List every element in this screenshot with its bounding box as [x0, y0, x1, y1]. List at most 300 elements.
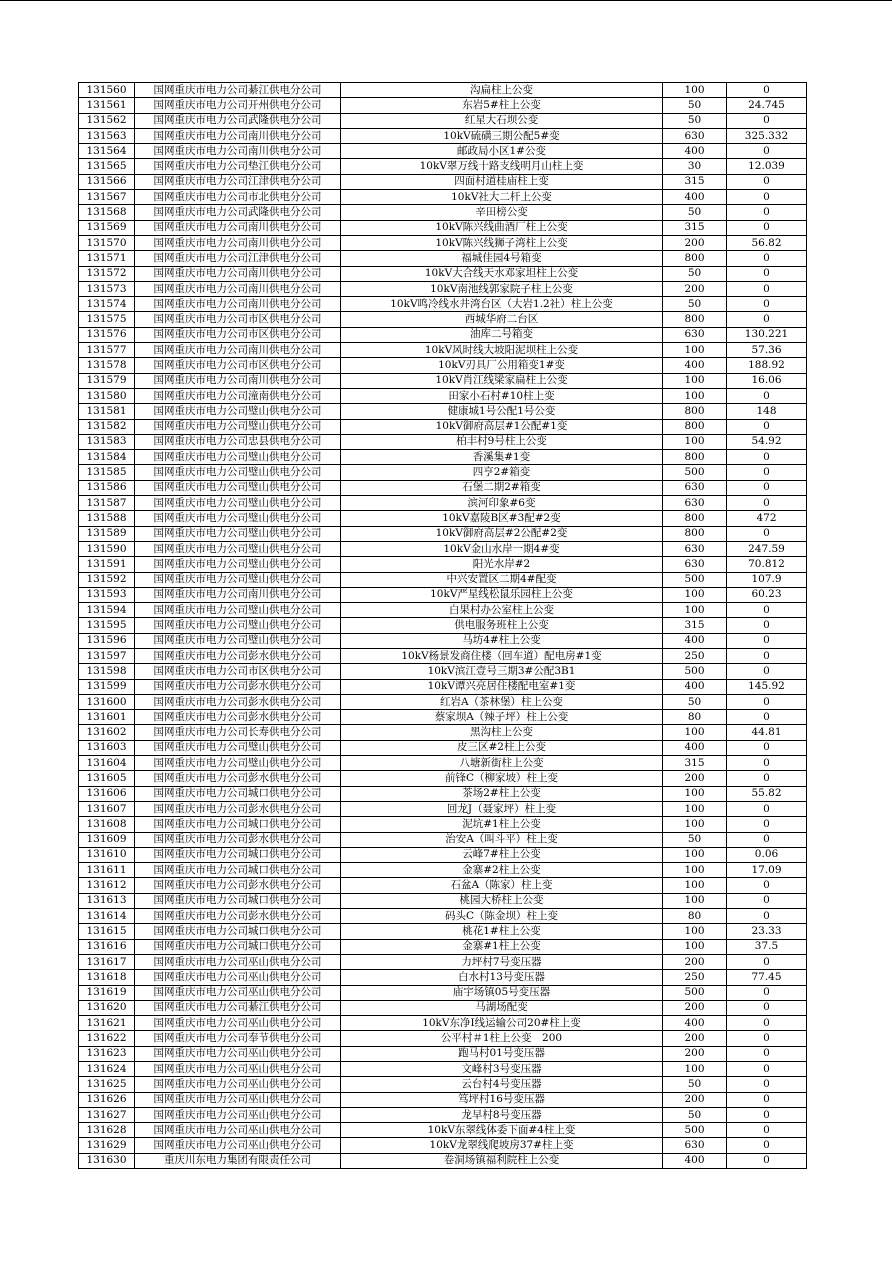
row-id-cell: 131596 [79, 633, 135, 648]
value-cell: 188.92 [727, 358, 807, 373]
table-row [79, 756, 807, 771]
capacity-cell: 500 [663, 465, 727, 480]
capacity-cell: 315 [663, 174, 727, 189]
table-row [79, 618, 807, 633]
value-cell: 0 [727, 281, 807, 296]
row-id-cell: 131600 [79, 694, 135, 709]
transformer-name-cell: 红星大石坝公变 [341, 113, 663, 128]
capacity-cell: 100 [663, 924, 727, 939]
transformer-name-cell: 泥坑#1柱上公变 [341, 817, 663, 832]
value-cell: 24.745 [727, 98, 807, 113]
row-id-cell: 131568 [79, 205, 135, 220]
company-cell: 国网重庆市电力公司彭水供电分公司 [135, 710, 341, 725]
value-cell: 0 [727, 740, 807, 755]
value-cell: 148 [727, 404, 807, 419]
company-cell: 国网重庆市电力公司武隆供电分公司 [135, 113, 341, 128]
capacity-cell: 315 [663, 756, 727, 771]
company-cell: 国网重庆市电力公司彭水供电分公司 [135, 909, 341, 924]
table-row [79, 954, 807, 969]
capacity-cell: 800 [663, 312, 727, 327]
table-row [79, 541, 807, 556]
value-cell: 70.812 [727, 557, 807, 572]
capacity-cell: 50 [663, 694, 727, 709]
capacity-cell: 400 [663, 633, 727, 648]
row-id-cell: 131626 [79, 1092, 135, 1107]
value-cell: 0 [727, 496, 807, 511]
row-id-cell: 131570 [79, 235, 135, 250]
capacity-cell: 30 [663, 159, 727, 174]
company-cell: 国网重庆市电力公司璧山供电分公司 [135, 404, 341, 419]
transformer-name-cell: 黑沟柱上公变 [341, 725, 663, 740]
table-row [79, 159, 807, 174]
capacity-cell: 100 [663, 893, 727, 908]
value-cell: 0 [727, 1123, 807, 1138]
table-row [79, 587, 807, 602]
transformer-name-cell: 10kV陈兴线狮子湾柱上公变 [341, 235, 663, 250]
transformer-name-cell: 香溪集#1变 [341, 450, 663, 465]
row-id-cell: 131581 [79, 404, 135, 419]
table-row [79, 144, 807, 159]
row-id-cell: 131618 [79, 970, 135, 985]
row-id-cell: 131607 [79, 801, 135, 816]
row-id-cell: 131585 [79, 465, 135, 480]
table-row [79, 1077, 807, 1092]
transformer-table [78, 82, 807, 1169]
company-cell: 国网重庆市电力公司市北供电分公司 [135, 190, 341, 205]
value-cell: 44.81 [727, 725, 807, 740]
company-cell: 国网重庆市电力公司璧山供电分公司 [135, 465, 341, 480]
row-id-cell: 131590 [79, 541, 135, 556]
company-cell: 国网重庆市电力公司璧山供电分公司 [135, 511, 341, 526]
company-cell: 国网重庆市电力公司市区供电分公司 [135, 312, 341, 327]
row-id-cell: 131575 [79, 312, 135, 327]
row-id-cell: 131614 [79, 909, 135, 924]
value-cell: 0 [727, 633, 807, 648]
value-cell: 0 [727, 694, 807, 709]
value-cell: 0 [727, 1077, 807, 1092]
row-id-cell: 131567 [79, 190, 135, 205]
value-cell: 23.33 [727, 924, 807, 939]
table-body [79, 83, 807, 1169]
capacity-cell: 100 [663, 817, 727, 832]
value-cell: 0 [727, 205, 807, 220]
table-row [79, 863, 807, 878]
transformer-name-cell: 云峰7#柱上公变 [341, 847, 663, 862]
row-id-cell: 131613 [79, 893, 135, 908]
transformer-name-cell: 供电服务班柱上公变 [341, 618, 663, 633]
company-cell: 国网重庆市电力公司璧山供电分公司 [135, 419, 341, 434]
value-cell: 60.23 [727, 587, 807, 602]
company-cell: 国网重庆市电力公司城口供电分公司 [135, 893, 341, 908]
row-id-cell: 131601 [79, 710, 135, 725]
company-cell: 国网重庆市电力公司开州供电分公司 [135, 98, 341, 113]
company-cell: 国网重庆市电力公司城口供电分公司 [135, 786, 341, 801]
value-cell: 0 [727, 710, 807, 725]
table-row [79, 343, 807, 358]
capacity-cell: 630 [663, 1138, 727, 1153]
capacity-cell: 100 [663, 587, 727, 602]
company-cell: 国网重庆市电力公司江津供电分公司 [135, 251, 341, 266]
company-cell: 国网重庆市电力公司城口供电分公司 [135, 924, 341, 939]
company-cell: 国网重庆市电力公司巫山供电分公司 [135, 954, 341, 969]
company-cell: 国网重庆市电力公司彭水供电分公司 [135, 878, 341, 893]
transformer-name-cell: 10kV硫磺三期公配5#变 [341, 128, 663, 143]
transformer-name-cell: 10kV金山水岸一期4#变 [341, 541, 663, 556]
company-cell: 国网重庆市电力公司市区供电分公司 [135, 327, 341, 342]
row-id-cell: 131611 [79, 863, 135, 878]
company-cell: 国网重庆市电力公司巫山供电分公司 [135, 1077, 341, 1092]
transformer-name-cell: 10kV鸣冷线水井湾台区（大岩1.2社）柱上公变 [341, 297, 663, 312]
row-id-cell: 131627 [79, 1107, 135, 1122]
transformer-name-cell: 公平村＃1柱上公变 200 [341, 1031, 663, 1046]
transformer-name-cell: 马湖场配变 [341, 1000, 663, 1015]
transformer-name-cell: 10kV滨江壹号三期3#公配3B1 [341, 664, 663, 679]
table-row [79, 220, 807, 235]
value-cell: 0 [727, 771, 807, 786]
transformer-name-cell: 滨河印象#6变 [341, 496, 663, 511]
transformer-name-cell: 金寨#1柱上公变 [341, 939, 663, 954]
transformer-name-cell: 卷洞场镇福利院柱上公变 [341, 1153, 663, 1168]
capacity-cell: 80 [663, 909, 727, 924]
table-row [79, 924, 807, 939]
company-cell: 国网重庆市电力公司巫山供电分公司 [135, 1062, 341, 1077]
row-id-cell: 131577 [79, 343, 135, 358]
company-cell: 国网重庆市电力公司彭水供电分公司 [135, 801, 341, 816]
transformer-name-cell: 金寨#2柱上公变 [341, 863, 663, 878]
value-cell: 0 [727, 648, 807, 663]
table-row [79, 174, 807, 189]
company-cell: 国网重庆市电力公司巫山供电分公司 [135, 985, 341, 1000]
transformer-name-cell: 桃园大桥柱上公变 [341, 893, 663, 908]
capacity-cell: 100 [663, 786, 727, 801]
capacity-cell: 100 [663, 603, 727, 618]
company-cell: 国网重庆市电力公司垫江供电分公司 [135, 159, 341, 174]
value-cell: 0 [727, 113, 807, 128]
company-cell: 国网重庆市电力公司南川供电分公司 [135, 220, 341, 235]
row-id-cell: 131593 [79, 587, 135, 602]
row-id-cell: 131569 [79, 220, 135, 235]
row-id-cell: 131621 [79, 1016, 135, 1031]
capacity-cell: 630 [663, 557, 727, 572]
company-cell: 国网重庆市电力公司南川供电分公司 [135, 266, 341, 281]
value-cell: 0 [727, 817, 807, 832]
transformer-name-cell: 东岩5#柱上公变 [341, 98, 663, 113]
company-cell: 国网重庆市电力公司城口供电分公司 [135, 817, 341, 832]
transformer-name-cell: 柏丰村9号柱上公变 [341, 434, 663, 449]
row-id-cell: 131609 [79, 832, 135, 847]
row-id-cell: 131630 [79, 1153, 135, 1168]
row-id-cell: 131560 [79, 83, 135, 98]
capacity-cell: 500 [663, 1123, 727, 1138]
row-id-cell: 131579 [79, 373, 135, 388]
company-cell: 国网重庆市电力公司南川供电分公司 [135, 297, 341, 312]
capacity-cell: 200 [663, 1000, 727, 1015]
value-cell: 0 [727, 801, 807, 816]
capacity-cell: 400 [663, 358, 727, 373]
company-cell: 国网重庆市电力公司璧山供电分公司 [135, 541, 341, 556]
capacity-cell: 50 [663, 113, 727, 128]
transformer-name-cell: 力坪村7号变压器 [341, 954, 663, 969]
table-row [79, 450, 807, 465]
table-row [79, 878, 807, 893]
transformer-name-cell: 健康城1号公配1号公变 [341, 404, 663, 419]
company-cell: 国网重庆市电力公司璧山供电分公司 [135, 572, 341, 587]
capacity-cell: 200 [663, 1046, 727, 1061]
table-row [79, 801, 807, 816]
table-row [79, 496, 807, 511]
table-row [79, 1046, 807, 1061]
row-id-cell: 131591 [79, 557, 135, 572]
company-cell: 国网重庆市电力公司璧山供电分公司 [135, 740, 341, 755]
value-cell: 0 [727, 1046, 807, 1061]
capacity-cell: 50 [663, 205, 727, 220]
transformer-name-cell: 石盆A（陈家）柱上变 [341, 878, 663, 893]
table-row [79, 817, 807, 832]
capacity-cell: 400 [663, 144, 727, 159]
table-row [79, 434, 807, 449]
value-cell: 16.06 [727, 373, 807, 388]
table-row [79, 388, 807, 403]
company-cell: 国网重庆市电力公司彭水供电分公司 [135, 832, 341, 847]
company-cell: 国网重庆市电力公司巫山供电分公司 [135, 970, 341, 985]
value-cell: 0 [727, 388, 807, 403]
value-cell: 0 [727, 450, 807, 465]
value-cell: 0 [727, 174, 807, 189]
value-cell: 0 [727, 465, 807, 480]
company-cell: 国网重庆市电力公司璧山供电分公司 [135, 633, 341, 648]
row-id-cell: 131629 [79, 1138, 135, 1153]
value-cell: 0 [727, 1138, 807, 1153]
value-cell: 0 [727, 419, 807, 434]
value-cell: 77.45 [727, 970, 807, 985]
transformer-name-cell: 10kV杨景发商住楼（回车道）配电房#1变 [341, 648, 663, 663]
table-row [79, 281, 807, 296]
row-id-cell: 131563 [79, 128, 135, 143]
table-row [79, 419, 807, 434]
table-row [79, 1062, 807, 1077]
table-row [79, 648, 807, 663]
value-cell: 0 [727, 603, 807, 618]
table-row [79, 572, 807, 587]
capacity-cell: 200 [663, 1031, 727, 1046]
value-cell: 0 [727, 1107, 807, 1122]
transformer-name-cell: 田家小石村#10柱上变 [341, 388, 663, 403]
capacity-cell: 500 [663, 572, 727, 587]
value-cell: 0 [727, 664, 807, 679]
capacity-cell: 50 [663, 297, 727, 312]
capacity-cell: 100 [663, 388, 727, 403]
row-id-cell: 131616 [79, 939, 135, 954]
row-id-cell: 131564 [79, 144, 135, 159]
company-cell: 国网重庆市电力公司彭水供电分公司 [135, 694, 341, 709]
capacity-cell: 100 [663, 863, 727, 878]
company-cell: 国网重庆市电力公司巫山供电分公司 [135, 1107, 341, 1122]
transformer-name-cell: 10kV御府高层#2公配#2变 [341, 526, 663, 541]
company-cell: 国网重庆市电力公司南川供电分公司 [135, 281, 341, 296]
capacity-cell: 100 [663, 725, 727, 740]
transformer-name-cell: 马坊4#柱上公变 [341, 633, 663, 648]
value-cell: 0 [727, 1000, 807, 1015]
value-cell: 57.36 [727, 343, 807, 358]
transformer-name-cell: 蔡家坝A（辣子坪）柱上公变 [341, 710, 663, 725]
row-id-cell: 131620 [79, 1000, 135, 1015]
value-cell: 0 [727, 832, 807, 847]
transformer-name-cell: 文峰村3号变压器 [341, 1062, 663, 1077]
table-row [79, 251, 807, 266]
capacity-cell: 50 [663, 266, 727, 281]
transformer-name-cell: 白果村办公室柱上公变 [341, 603, 663, 618]
company-cell: 国网重庆市电力公司长寿供电分公司 [135, 725, 341, 740]
table-row [79, 970, 807, 985]
value-cell: 0 [727, 1016, 807, 1031]
row-id-cell: 131597 [79, 648, 135, 663]
capacity-cell: 800 [663, 526, 727, 541]
capacity-cell: 400 [663, 679, 727, 694]
row-id-cell: 131598 [79, 664, 135, 679]
capacity-cell: 315 [663, 220, 727, 235]
transformer-name-cell: 桃花1#柱上公变 [341, 924, 663, 939]
transformer-name-cell: 10kV刃具厂公用箱变1#变 [341, 358, 663, 373]
transformer-name-cell: 笃坪村16号变压器 [341, 1092, 663, 1107]
capacity-cell: 200 [663, 281, 727, 296]
row-id-cell: 131583 [79, 434, 135, 449]
transformer-name-cell: 中兴安置区二期4#配变 [341, 572, 663, 587]
company-cell: 国网重庆市电力公司璧山供电分公司 [135, 526, 341, 541]
transformer-name-cell: 10kV严星线松鼠乐园柱上公变 [341, 587, 663, 602]
capacity-cell: 315 [663, 618, 727, 633]
table-row [79, 985, 807, 1000]
table-row [79, 511, 807, 526]
value-cell: 37.5 [727, 939, 807, 954]
row-id-cell: 131599 [79, 679, 135, 694]
capacity-cell: 100 [663, 1062, 727, 1077]
capacity-cell: 80 [663, 710, 727, 725]
table-row [79, 786, 807, 801]
table-row [79, 327, 807, 342]
transformer-name-cell: 码头C（陈金坝）柱上变 [341, 909, 663, 924]
table-row [79, 832, 807, 847]
row-id-cell: 131624 [79, 1062, 135, 1077]
table-row [79, 694, 807, 709]
capacity-cell: 250 [663, 648, 727, 663]
transformer-name-cell: 10kV嘉陵B区#3配#2变 [341, 511, 663, 526]
value-cell: 0 [727, 985, 807, 1000]
transformer-name-cell: 10kV东翠线体委下面#4柱上变 [341, 1123, 663, 1138]
value-cell: 0 [727, 266, 807, 281]
capacity-cell: 400 [663, 1016, 727, 1031]
company-cell: 国网重庆市电力公司忠县供电分公司 [135, 434, 341, 449]
transformer-name-cell: 10kV翠万线十路支线明月山柱上变 [341, 159, 663, 174]
company-cell: 国网重庆市电力公司江津供电分公司 [135, 174, 341, 189]
value-cell: 0 [727, 1092, 807, 1107]
row-id-cell: 131610 [79, 847, 135, 862]
table-row [79, 1092, 807, 1107]
transformer-name-cell: 邮政局小区1#公变 [341, 144, 663, 159]
company-cell: 国网重庆市电力公司城口供电分公司 [135, 939, 341, 954]
table-row [79, 113, 807, 128]
row-id-cell: 131602 [79, 725, 135, 740]
transformer-name-cell: 10kV社大二杆上公变 [341, 190, 663, 205]
row-id-cell: 131562 [79, 113, 135, 128]
row-id-cell: 131576 [79, 327, 135, 342]
transformer-name-cell: 10kV大合线天水邓家坦柱上公变 [341, 266, 663, 281]
value-cell: 0 [727, 878, 807, 893]
table-row [79, 1031, 807, 1046]
value-cell: 0 [727, 909, 807, 924]
company-cell: 国网重庆市电力公司巫山供电分公司 [135, 1092, 341, 1107]
company-cell: 国网重庆市电力公司武隆供电分公司 [135, 205, 341, 220]
transformer-name-cell: 阳光水岸#2 [341, 557, 663, 572]
capacity-cell: 630 [663, 327, 727, 342]
table-row [79, 710, 807, 725]
company-cell: 国网重庆市电力公司璧山供电分公司 [135, 603, 341, 618]
row-id-cell: 131628 [79, 1123, 135, 1138]
company-cell: 国网重庆市电力公司南川供电分公司 [135, 587, 341, 602]
transformer-name-cell: 云台村4号变压器 [341, 1077, 663, 1092]
transformer-name-cell: 白水村13号变压器 [341, 970, 663, 985]
value-cell: 0 [727, 526, 807, 541]
value-cell: 325.332 [727, 128, 807, 143]
transformer-name-cell: 10kV东净I线运输公司20#柱上变 [341, 1016, 663, 1031]
capacity-cell: 50 [663, 98, 727, 113]
company-cell: 国网重庆市电力公司南川供电分公司 [135, 144, 341, 159]
row-id-cell: 131566 [79, 174, 135, 189]
table-row [79, 1123, 807, 1138]
value-cell: 0 [727, 1031, 807, 1046]
capacity-cell: 400 [663, 1153, 727, 1168]
company-cell: 国网重庆市电力公司南川供电分公司 [135, 343, 341, 358]
transformer-name-cell: 回龙J（聂家坪）柱上变 [341, 801, 663, 816]
value-cell: 12.039 [727, 159, 807, 174]
company-cell: 国网重庆市电力公司彭水供电分公司 [135, 648, 341, 663]
value-cell: 0 [727, 190, 807, 205]
transformer-name-cell: 西城华府二台区 [341, 312, 663, 327]
transformer-name-cell: 沟扁柱上公变 [341, 83, 663, 98]
value-cell: 56.82 [727, 235, 807, 250]
row-id-cell: 131573 [79, 281, 135, 296]
page-top-rule [0, 0, 892, 1]
table-row [79, 98, 807, 113]
table-row [79, 297, 807, 312]
table-row [79, 526, 807, 541]
transformer-name-cell: 10kV风时线大坡阳泥坝柱上公变 [341, 343, 663, 358]
row-id-cell: 131595 [79, 618, 135, 633]
table-row [79, 893, 807, 908]
capacity-cell: 100 [663, 83, 727, 98]
company-cell: 国网重庆市电力公司璧山供电分公司 [135, 557, 341, 572]
row-id-cell: 131606 [79, 786, 135, 801]
company-cell: 国网重庆市电力公司璧山供电分公司 [135, 756, 341, 771]
capacity-cell: 50 [663, 1107, 727, 1122]
capacity-cell: 400 [663, 740, 727, 755]
transformer-name-cell: 治安A（叫斗平）柱上变 [341, 832, 663, 847]
capacity-cell: 630 [663, 541, 727, 556]
capacity-cell: 630 [663, 480, 727, 495]
row-id-cell: 131615 [79, 924, 135, 939]
transformer-name-cell: 皮三区#2柱上公变 [341, 740, 663, 755]
value-cell: 17.09 [727, 863, 807, 878]
value-cell: 0 [727, 893, 807, 908]
table-row [79, 603, 807, 618]
table-row [79, 1153, 807, 1168]
transformer-name-cell: 油库二号箱变 [341, 327, 663, 342]
table-row [79, 480, 807, 495]
row-id-cell: 131623 [79, 1046, 135, 1061]
capacity-cell: 100 [663, 847, 727, 862]
company-cell: 国网重庆市电力公司城口供电分公司 [135, 847, 341, 862]
row-id-cell: 131625 [79, 1077, 135, 1092]
value-cell: 0.06 [727, 847, 807, 862]
